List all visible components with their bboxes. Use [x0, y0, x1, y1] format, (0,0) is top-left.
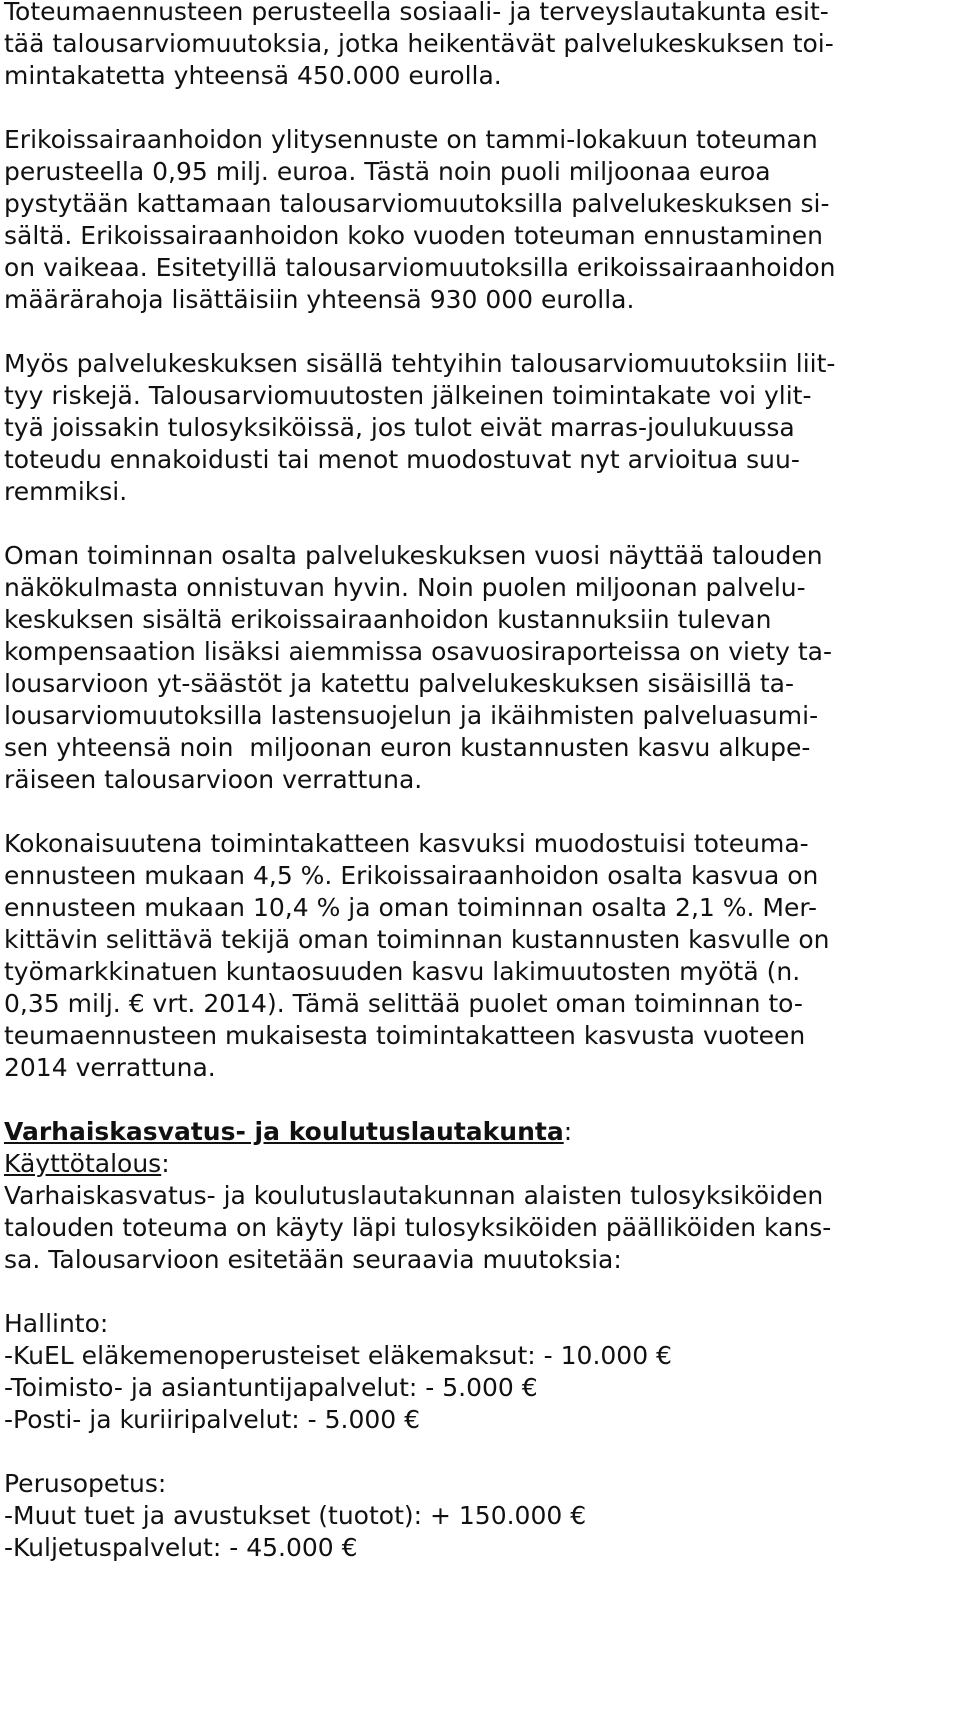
list-item: -Kuljetuspalvelut: - 45.000 €	[4, 1533, 358, 1562]
text-line: perusteella 0,95 milj. euroa. Tästä noin puoli miljoonaa euroa	[4, 157, 771, 186]
text-line: Varhaiskasvatus- ja koulutuslautakunnan alaisten tulosyksiköiden	[4, 1181, 824, 1210]
group-hallinto	[4, 1308, 952, 1436]
text-line: määrärahoja lisättäisiin yhteensä 930 000 eurolla.	[4, 285, 635, 314]
text-line: kittävin selittävä tekijä oman toiminnan kustannusten kasvulle on	[4, 925, 830, 954]
text-line: lousarvioon yt-säästöt ja katettu palvelukeskuksen sisäisillä ta-	[4, 669, 794, 698]
list-item: -KuEL eläkemenoperusteiset eläkemaksut: - 10.000 €	[4, 1341, 672, 1370]
text-line: mintakatetta yhteensä 450.000 eurolla.	[4, 61, 502, 90]
text-line: Kokonaisuutena toimintakatteen kasvuksi muodostuisi toteuma-	[4, 829, 809, 858]
text-line: teumaennusteen mukaisesta toimintakatteen kasvusta vuoteen	[4, 1021, 806, 1050]
text-line: tyy riskejä. Talousarviomuutosten jälkeinen toimintakate voi ylit-	[4, 381, 812, 410]
text-line: Toteumaennusteen perusteella sosiaali- ja terveyslautakunta esit-	[4, 0, 829, 26]
text-line: Oman toiminnan osalta palvelukeskuksen vuosi näyttää talouden	[4, 541, 823, 570]
text-line: ennusteen mukaan 10,4 % ja oman toiminnan osalta 2,1 %. Mer-	[4, 893, 818, 922]
text-line: työmarkkinatuen kuntaosuuden kasvu lakimuutosten myötä (n.	[4, 957, 801, 986]
text-line: tyä joissakin tulosyksiköissä, jos tulot eivät marras-joulukuussa	[4, 413, 795, 442]
list-item: -Posti- ja kuriiripalvelut: - 5.000 €	[4, 1405, 421, 1434]
paragraph-1	[4, 0, 952, 92]
section-heading	[4, 1116, 952, 1148]
text-line: Erikoissairaanhoidon ylitysennuste on tammi-lokakuun toteuman	[4, 125, 818, 154]
text-line: sältä. Erikoissairaanhoidon koko vuoden toteuman ennustaminen	[4, 221, 823, 250]
paragraph-2	[4, 124, 952, 316]
section-intro	[4, 1180, 952, 1276]
text-line: toteudu ennakoidusti tai menot muodostuvat nyt arvioitua suu-	[4, 445, 800, 474]
group-title: Perusopetus:	[4, 1469, 167, 1498]
text-line: keskuksen sisältä erikoissairaanhoidon kustannuksiin tulevan	[4, 605, 772, 634]
text-line: sa. Talousarvioon esitetään seuraavia muutoksia:	[4, 1245, 622, 1274]
section-heading-text: Varhaiskasvatus- ja koulutuslautakunta	[4, 1117, 564, 1146]
group-perusopetus	[4, 1468, 952, 1564]
text-line: Myös palvelukeskuksen sisällä tehtyihin talousarviomuutoksiin liit-	[4, 349, 836, 378]
section-heading-suffix: :	[563, 1117, 573, 1146]
section-subheading-suffix: :	[161, 1149, 170, 1178]
text-line: remmiksi.	[4, 477, 128, 506]
text-line: näkökulmasta onnistuvan hyvin. Noin puolen miljoonan palvelu-	[4, 573, 806, 602]
text-line: räiseen talousarvioon verrattuna.	[4, 765, 423, 794]
paragraph-3	[4, 348, 952, 508]
paragraph-4	[4, 540, 952, 796]
paragraph-5	[4, 828, 952, 1084]
text-line: talouden toteuma on käyty läpi tulosyksiköiden päälliköiden kans-	[4, 1213, 832, 1242]
section-subheading	[4, 1148, 952, 1180]
text-line: kompensaation lisäksi aiemmissa osavuosiraporteissa on viety ta-	[4, 637, 833, 666]
text-line: lousarviomuutoksilla lastensuojelun ja ikäihmisten palveluasumi-	[4, 701, 819, 730]
list-item: -Muut tuet ja avustukset (tuotot): + 150.000 €	[4, 1501, 587, 1530]
text-line: 2014 verrattuna.	[4, 1053, 216, 1082]
text-line: sen yhteensä noin miljoonan euron kustannusten kasvu alkupe-	[4, 733, 811, 762]
list-item: -Toimisto- ja asiantuntijapalvelut: - 5.000 €	[4, 1373, 538, 1402]
text-line: ennusteen mukaan 4,5 %. Erikoissairaanhoidon osalta kasvua on	[4, 861, 819, 890]
text-line: pystytään kattamaan talousarviomuutoksilla palvelukeskuksen si-	[4, 189, 830, 218]
group-title: Hallinto:	[4, 1309, 109, 1338]
section	[4, 1116, 952, 1564]
section-subheading-text: Käyttötalous	[4, 1149, 162, 1178]
text-line: 0,35 milj. € vrt. 2014). Tämä selittää puolet oman toiminnan to-	[4, 989, 803, 1018]
text-line: on vaikeaa. Esitetyillä talousarviomuutoksilla erikoissairaanhoidon	[4, 253, 836, 282]
text-line: tää talousarviomuutoksia, jotka heikentävät palvelukeskuksen toi-	[4, 29, 834, 58]
